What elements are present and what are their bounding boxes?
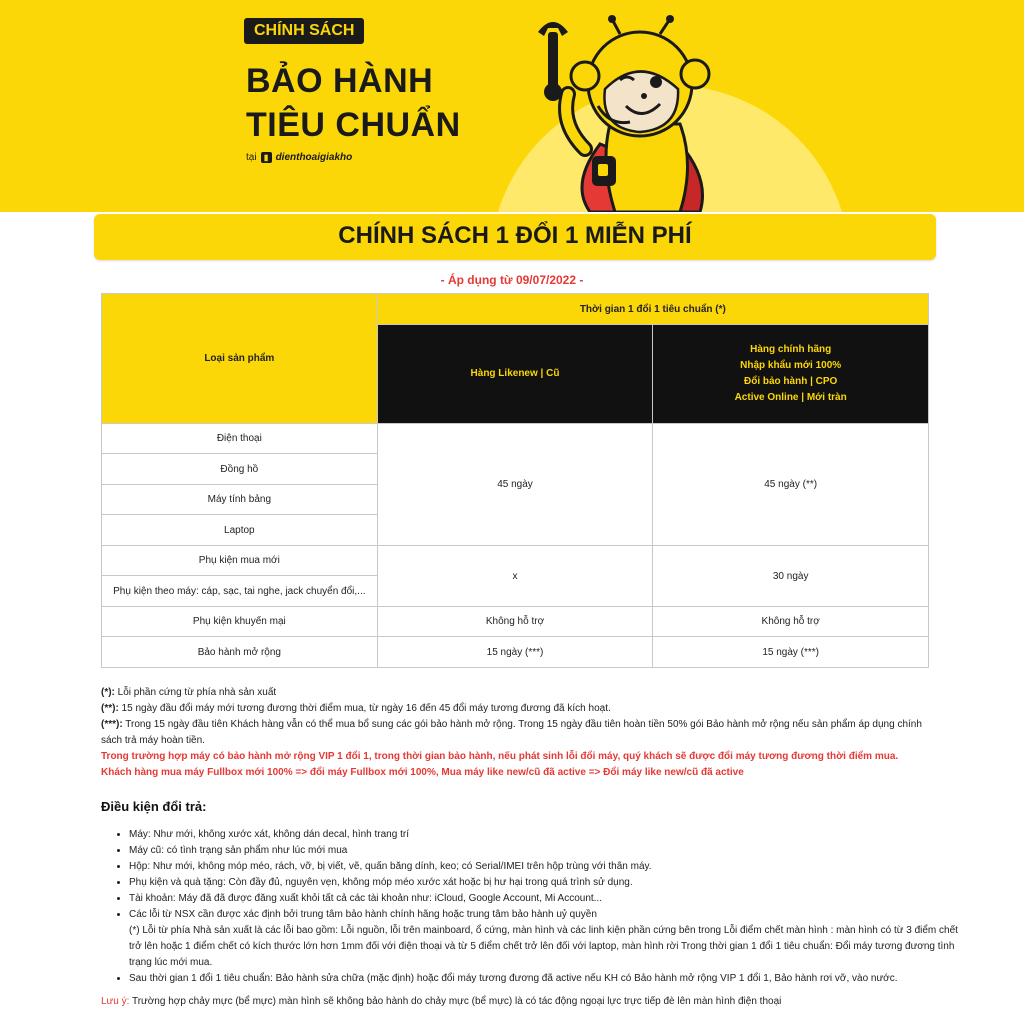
footnote xyxy=(101,717,931,749)
exchange-policy-table xyxy=(101,293,929,668)
banner-title-line1: BẢO HÀNH xyxy=(246,62,434,100)
list-item: • Phụ kiện và quà tặng: Còn đầy đủ, nguyên vẹn, không móp méo xước xát hoặc bị hư hại trong quá trình sử dụng. xyxy=(129,875,959,891)
policy-title: CHÍNH SÁCH 1 ĐỔI 1 MIỄN PHÍ xyxy=(338,222,692,249)
apply-date: - Áp dụng từ 09/07/2022 - xyxy=(440,273,584,287)
header-chinh-hang xyxy=(653,325,929,424)
list-item-text: Các lỗi từ NSX cần được xác định bởi trung tâm bảo hành chính hãng hoặc trung tâm bảo hành uỷ quyền xyxy=(129,909,597,920)
list-item: • Sau thời gian 1 đổi 1 tiêu chuẩn: Bảo hành sửa chữa (mặc định) hoặc đổi máy tương đương đã active nếu KH có Bảo hành mở rộng VIP 1 đổi 1, Bảo hành rơi vỡ, vào nước. xyxy=(129,971,959,987)
chinh-hang-value-cell: 30 ngày xyxy=(653,546,929,607)
brand-prefix: tại xyxy=(246,152,257,163)
list-item: • Tài khoản: Máy đã đã được đăng xuất khỏi tất cả các tài khoản như: iCloud, Google Account, Mi Account... xyxy=(129,891,959,907)
hero-banner xyxy=(0,0,1024,212)
conditions-title: Điều kiện đổi trả: xyxy=(101,799,207,814)
product-cell: Phụ kiện mua mới xyxy=(102,546,378,576)
footnote xyxy=(101,701,931,717)
header-chinh-hang-line: Nhập khẩu mới 100% xyxy=(740,360,842,371)
banner-title-line2: TIÊU CHUẨN xyxy=(246,106,461,144)
footnote-text: Trong 15 ngày đầu tiên Khách hàng vẫn có thể mua bổ sung các gói bảo hành mở rộng. Trong 15 ngày đầu tiên hoàn tiền 50% gói Bảo hành mở rộng nếu sản phẩm áp dụng chính sách trả máy hoàn tiền. xyxy=(101,719,922,746)
header-chinh-hang-line: Hàng chính hãng xyxy=(750,344,832,355)
list-item: • Hộp: Như mới, không móp méo, rách, vỡ, bị viết, vẽ, quấn băng dính, keo; có Serial/IMEI trên hộp trùng với thân máy. xyxy=(129,859,959,875)
brand-name: dienthoaigiakho xyxy=(275,152,353,163)
footnote-mark: (**): xyxy=(101,703,119,714)
table-row xyxy=(102,607,929,637)
footnote-mark: (*): xyxy=(101,687,115,698)
footnote-text: Lỗi phần cứng từ phía nhà sản xuất xyxy=(114,687,277,698)
product-cell: Bảo hành mở rộng xyxy=(102,637,378,668)
table-row xyxy=(102,424,929,454)
header-standard-exchange-time: Thời gian 1 đổi 1 tiêu chuẩn (*) xyxy=(377,294,928,325)
chinh-hang-value-cell: 45 ngày (**) xyxy=(653,424,929,546)
table-row xyxy=(102,637,929,668)
likenew-value-cell: Không hỗ trợ xyxy=(377,607,653,637)
header-chinh-hang-line: Active Online | Mới tràn xyxy=(734,392,847,403)
list-item xyxy=(129,907,959,971)
likenew-value-cell: x xyxy=(377,546,653,607)
mascot-monkey-illustration xyxy=(530,14,730,212)
conditions-list xyxy=(101,827,959,987)
header-product-type: Loại sản phẩm xyxy=(102,294,378,424)
policy-header-bar xyxy=(94,214,936,260)
final-note xyxy=(101,994,931,1010)
list-item: • Máy: Như mới, không xước xát, không dán decal, hình trang trí xyxy=(129,827,959,843)
list-item: • Máy cũ: có tình trạng sản phẩm như lúc mới mua xyxy=(129,843,959,859)
final-note-text: Trường hợp chảy mực (bể mực) màn hình sẽ không bảo hành do chảy mực (bể mực) là có tác động ngoại lực trực tiếp đè lên màn hình điện thoại xyxy=(129,996,782,1007)
product-cell: Laptop xyxy=(102,515,378,546)
product-cell: Phụ kiện khuyến mại xyxy=(102,607,378,637)
manufacturer-defect-note: (*) Lỗi từ phía Nhà sản xuất là các lỗi bao gồm: Lỗi nguồn, lỗi trên mainboard, ổ cứng, màn hình và các linh kiện phần cứng bên trong Lỗi điểm chết màn hình : màn hình có từ 3 điểm chết trở lên hoặc 1 điểm chết có kích thước lớn hơn 1mm đối với điện thoại và từ 5 điểm chết trở lên đối với laptop, màn hình rời Trong thời gian 1 đổi 1 tiêu chuẩn: Đổi máy tương đương tình trạng lúc mới mua. xyxy=(129,925,958,968)
footnote-text: 15 ngày đầu đổi máy mới tương đương thời điểm mua, từ ngày 16 đến 45 đổi máy tương đương đã kích hoạt. xyxy=(118,703,611,714)
header-chinh-hang-line: Đổi bảo hành | CPO xyxy=(743,376,838,387)
header-likenew: Hàng Likenew | Cũ xyxy=(377,325,653,424)
policy-tag: CHÍNH SÁCH xyxy=(244,18,364,44)
product-cell: Máy tính bảng xyxy=(102,485,378,515)
product-cell: Phụ kiện theo máy: cáp, sạc, tai nghe, jack chuyển đổi,... xyxy=(102,576,378,607)
product-cell: Điện thoại xyxy=(102,424,378,454)
brand-signature xyxy=(246,152,352,163)
footnote xyxy=(101,685,931,701)
vip-exchange-note: Trong trường hợp máy có bảo hành mở rộng VIP 1 đổi 1, trong thời gian bảo hành, nếu phát sinh lỗi đổi máy, quý khách sẽ được đổi máy tương đương thời điểm mua. Khách hàng mua máy Fullbox mới 100% => đổi máy Fullbox mới 100%, Mua máy like new/cũ đã active => Đổi máy like new/cũ đã active xyxy=(101,751,899,778)
table-header-row xyxy=(102,294,929,325)
likenew-value-cell: 15 ngày (***) xyxy=(377,637,653,668)
likenew-value-cell: 45 ngày xyxy=(377,424,653,546)
final-note-label: Lưu ý: xyxy=(101,996,130,1007)
chinh-hang-value-cell: Không hỗ trợ xyxy=(653,607,929,637)
product-cell: Đồng hồ xyxy=(102,454,378,485)
table-row xyxy=(102,546,929,576)
brand-logo-icon: ▮ xyxy=(261,152,272,163)
chinh-hang-value-cell: 15 ngày (***) xyxy=(653,637,929,668)
footnotes xyxy=(101,685,931,781)
footnote-mark: (***): xyxy=(101,719,123,730)
